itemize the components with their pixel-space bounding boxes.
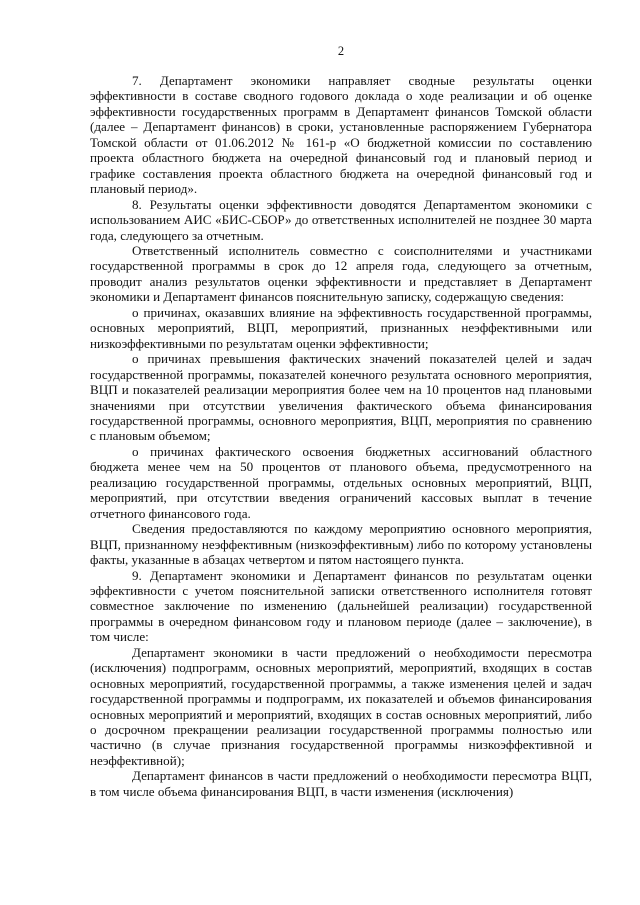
paragraph-reasons-inefficiency: о причинах, оказавших влияние на эффективность государственной программы, основных мероприятий, ВЦП, мероприятий, признанных неэффективными или низкоэффективными по результатам оценки эффективности; (90, 304, 592, 351)
paragraph-item-8: 8. Результаты оценки эффективности доводятся Департаментом экономики с использованием АИС «БИС-СБОР» до ответственных исполнителей не позднее 30 марта года, следующего за отчетным. (90, 196, 592, 243)
document-body (90, 73, 592, 799)
paragraph-reasons-underspending: о причинах фактического освоения бюджетных ассигнований областного бюджета менее чем на 50 процентов от планового объема, предусмотренного на реализацию государственной программы, отдельных основных мероприятий, ВЦП, мероприятий, при отсутствии введения ограничений кассовых выплат в течение отчетного финансового года. (90, 443, 592, 521)
page-number: 2 (337, 44, 345, 58)
paragraph-reasons-exceeding: о причинах превышения фактических значений показателей целей и задач государственной программы, показателей конечного результата основного мероприятия, ВЦП и показателей реализации мероприятия более чем на 10 процентов над плановыми значениями при отсутствии увеличения фактического объема финансирования государственной программы, основного мероприятия, ВЦП, мероприятия по сравнению с плановым объемом; (90, 351, 592, 444)
paragraph-responsible-executor: Ответственный исполнитель совместно с соисполнителями и участниками государственной программы в срок до 12 апреля года, следующего за отчетным, проводит анализ результатов оценки эффективности и представляет в Департамент экономики и Департамент финансов пояснительную записку, содержащую сведения: (90, 242, 592, 305)
paragraph-item-9: 9. Департамент экономики и Департамент финансов по результатам оценки эффективности с учетом пояснительной записки ответственного исполнителя готовят совместное заключение по изменению (дальнейшей реализации) государственной программы в очередном финансовом году и плановом периоде (далее – заключение), в том числе: (90, 567, 592, 645)
paragraph-economics-department: Департамент экономики в части предложений о необходимости пересмотра (исключения) подпрограмм, основных мероприятий, мероприятий, входящих в состав основных мероприятий, государственной программы, а также изменения целей и задач государственной программы и подпрограмм, их показателей и объемов финансирования основных мероприятий и мероприятий, входящих в состав основных мероприятий, либо о досрочном прекращении реализации государственной программы полностью или частично (в случае признания государственной программы низкоэффективной и неэффективной); (90, 644, 592, 768)
paragraph-information-provided: Сведения предоставляются по каждому мероприятию основного мероприятия, ВЦП, признанному неэффективным (низкоэффективным) либо по которому установлены факты, указанные в абзацах четвертом и пятом настоящего пункта. (90, 521, 592, 568)
paragraph-item-7: 7. Департамент экономики направляет сводные результаты оценки эффективности в составе сводного годового доклада о ходе реализации и об оценке эффективности государственных программ в Департамент финансов Томской области (далее – Департамент финансов) в сроки, установленные распоряжением Губернатора Томской области от 01.06.2012 № 161-р «О бюджетной комиссии по составлению проекта областного бюджета на очередной финансовый год и плановый период и графике составления проекта областного бюджета на очередной финансовый год и плановый период». (90, 73, 592, 197)
paragraph-finance-department: Департамент финансов в части предложений о необходимости пересмотра ВЦП, в том числе объема финансирования ВЦП, в части изменения (исключения) (90, 768, 592, 799)
